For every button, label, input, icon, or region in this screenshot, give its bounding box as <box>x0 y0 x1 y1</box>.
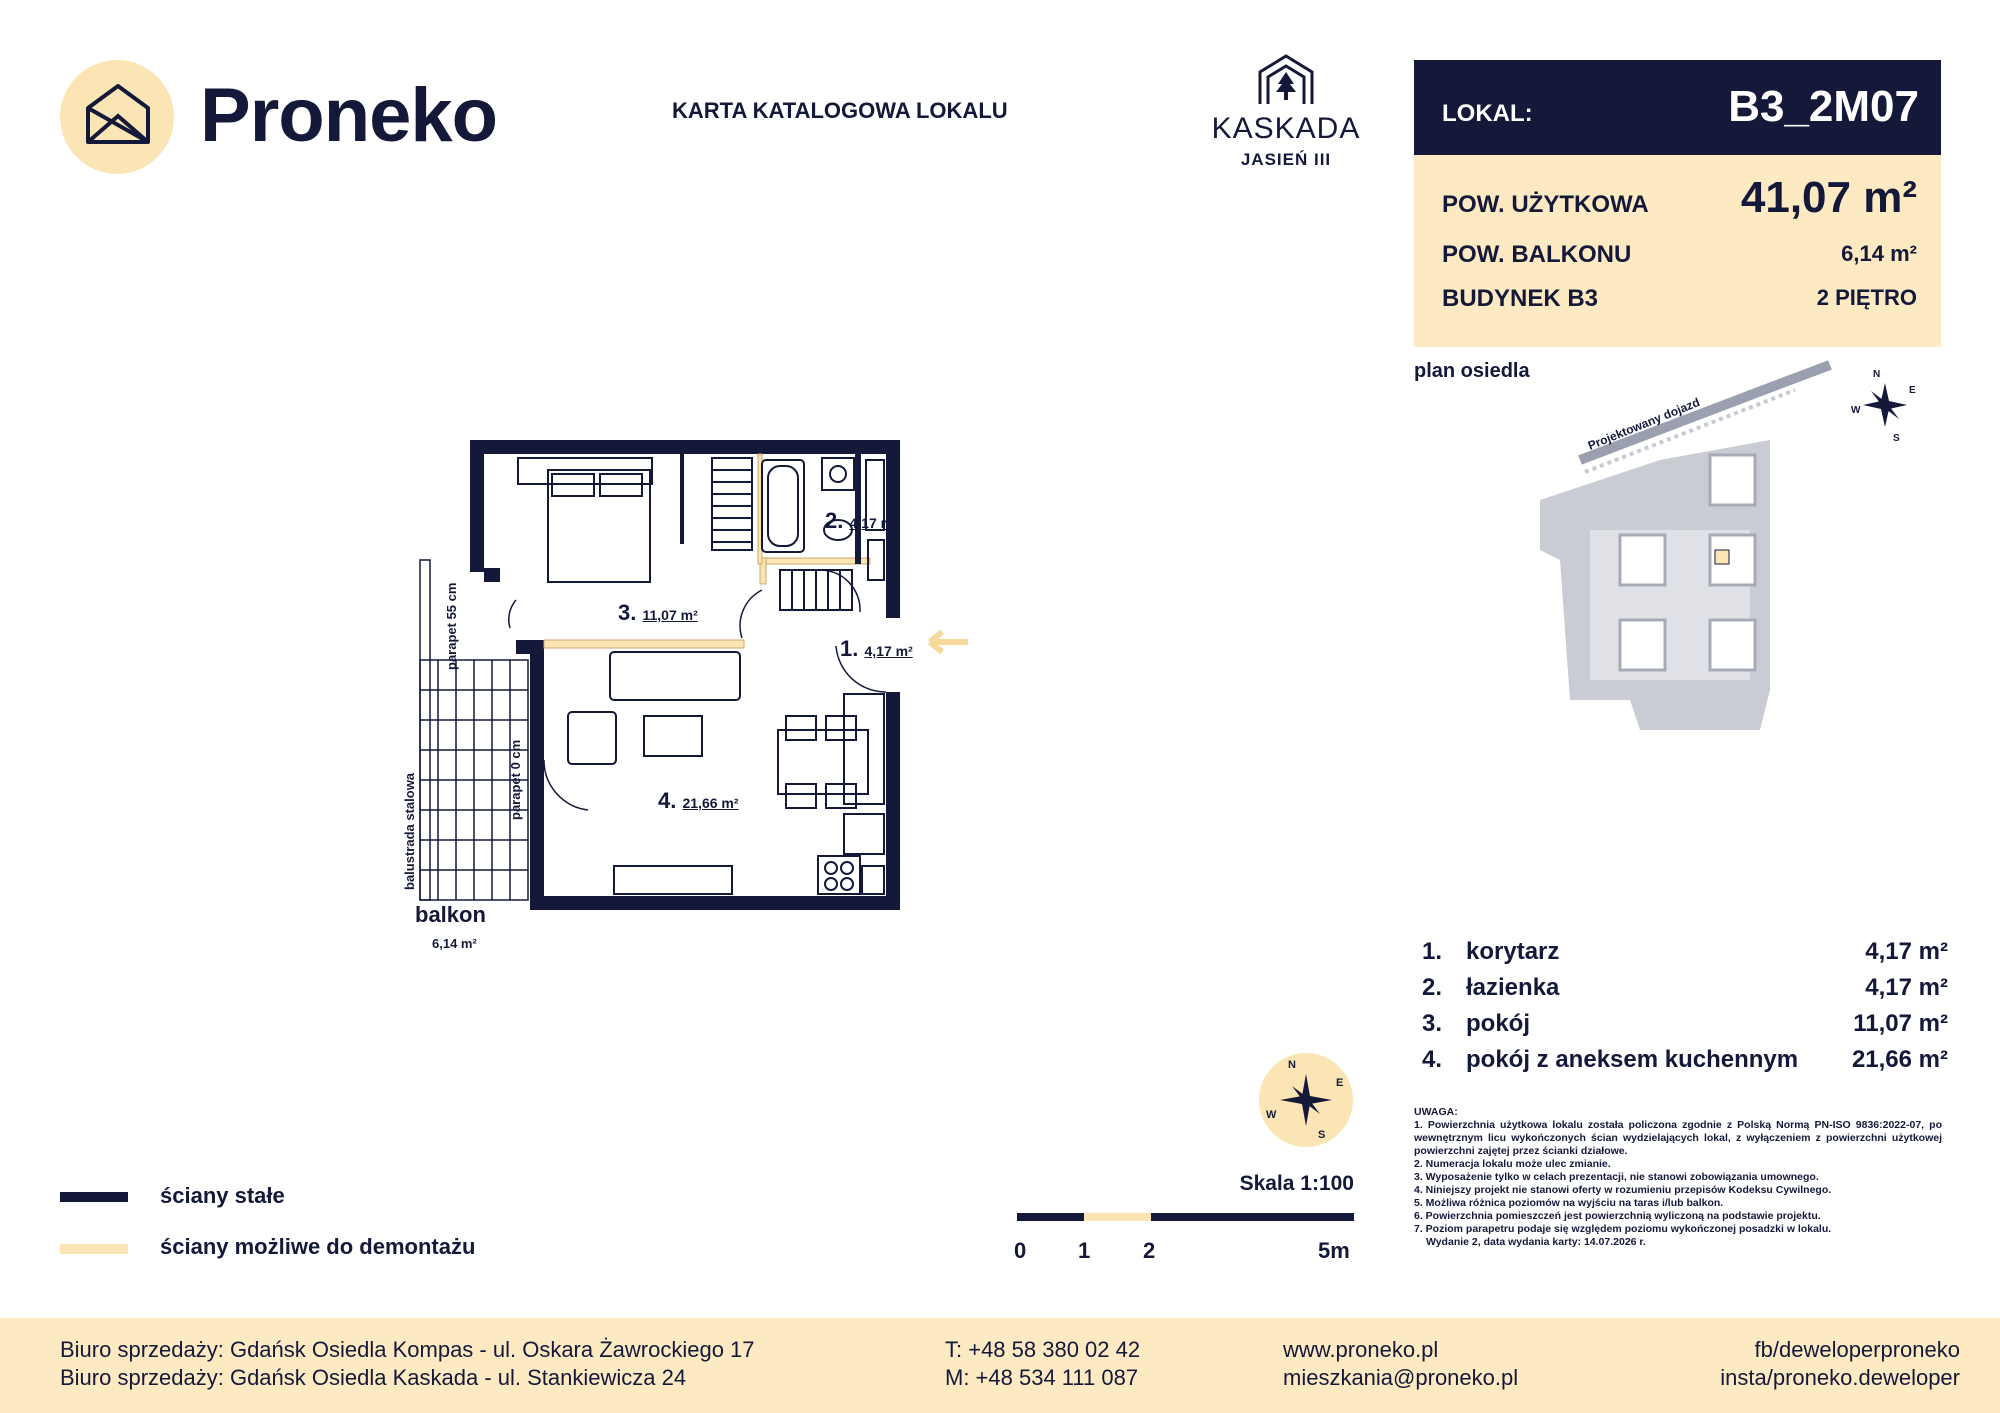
scale-tick: 1 <box>1078 1238 1091 1263</box>
compass-e: E <box>1909 385 1916 396</box>
note-item: 3. Wyposażenie tylko w celach prezentacji, nie stanowi zobowiązania umownego. <box>1414 1171 1819 1183</box>
room-1-label <box>840 636 913 662</box>
building-b4 <box>1620 620 1665 670</box>
unit-header <box>1414 60 1941 155</box>
scale-segment <box>1151 1213 1354 1221</box>
plan-compass-e: E <box>1336 1077 1344 1089</box>
removable-wall-swatch <box>60 1244 128 1254</box>
project-name: KASKADA <box>1211 112 1361 145</box>
bed <box>518 458 652 582</box>
balcony-label: balkon <box>415 902 486 927</box>
note-item: 7. Poziom parapetru podaje się względem poziomu wykończonej posadzki w lokalu. <box>1414 1223 1832 1235</box>
document-title: KARTA KATALOGOWA LOKALU <box>672 98 1008 123</box>
mobile: M: +48 534 111 087 <box>945 1365 1139 1390</box>
room-4-area: 21,66 m² <box>682 795 739 811</box>
note-item: 4. Niniejszy projekt nie stanowi oferty w rozumieniu przepisów Kodeksu Cywilnego. <box>1414 1184 1832 1196</box>
room-list-item: 3. pokój 11,07 m² <box>1422 1010 1948 1037</box>
living-furniture <box>568 652 868 894</box>
room-3-label <box>618 600 698 626</box>
room-1-area: 4,17 m² <box>864 643 913 659</box>
estate-plan-title: plan osiedla <box>1414 360 1530 382</box>
room-3-area: 11,07 m² <box>642 607 698 623</box>
notes <box>1414 1106 1942 1249</box>
room-list-item: 1. korytarz 4,17 m² <box>1422 938 1948 965</box>
unit-details <box>1414 155 1941 347</box>
building-label: BUDYNEK B3 <box>1442 285 1599 312</box>
note-item: 1. Powierzchnia użytkowa lokalu została policzona zgodnie z Polską Normą PN-ISO 9836:2022-07, po wewnętrznym licu wykończonych ścian wydzielających lokal, z wyłączeniem z powierzchni użytkowej powierzchni zajętej przez ścianki działowe. <box>1414 1119 1942 1157</box>
balcony-area-row <box>1442 241 1917 269</box>
entrance-arrow-icon <box>930 632 968 652</box>
building-b5 <box>1710 620 1755 670</box>
kaskada-logo-icon <box>1256 52 1316 106</box>
room-list-item: 4. pokój z aneksem kuchennym 21,66 m² <box>1422 1046 1948 1073</box>
solid-wall-swatch <box>60 1192 128 1202</box>
floor-value: 2 PIĘTRO <box>1816 285 1917 310</box>
railing-label: balustrada stalowa <box>402 772 417 890</box>
scale-segment <box>1084 1213 1151 1221</box>
rooms-list <box>1422 938 1948 1082</box>
scale-label: Skala 1:100 <box>1239 1172 1354 1195</box>
office-2: Biuro sprzedaży: Gdańsk Osiedla Kaskada - ul. Stankiewicza 24 <box>60 1365 687 1390</box>
scale-tick: 0 <box>1014 1238 1027 1263</box>
balcony-area <box>420 560 528 900</box>
project-subtitle: JASIEŃ III <box>1240 150 1332 169</box>
balcony-area-value: 6,14 m² <box>1841 241 1917 266</box>
usable-area-label: POW. UŻYTKOWA <box>1442 191 1649 218</box>
unit-label: LOKAL: <box>1442 100 1533 127</box>
solid-wall-label: ściany stałe <box>160 1183 285 1208</box>
plan-compass-n: N <box>1288 1059 1296 1071</box>
floorplan <box>400 430 1020 970</box>
unit-id: B3_2M07 <box>1728 82 1919 131</box>
plan-compass-w: W <box>1266 1109 1277 1121</box>
plan-compass-icon <box>1256 1050 1356 1150</box>
room-3-number: 3. <box>618 600 637 625</box>
note-item: 2. Numeracja lokalu może ulec zmianie. <box>1414 1158 1611 1170</box>
estate-plan-map <box>1530 360 1950 740</box>
instagram-link[interactable]: insta/proneko.deweloper <box>1720 1365 1960 1390</box>
note-item: 5. Możliwa różnica poziomów na wyjściu na taras i/lub balkon. <box>1414 1197 1724 1209</box>
note-item: 6. Powierzchnia pomieszczeń jest powierzchnią wyliczoną na podstawie projektu. <box>1414 1210 1821 1222</box>
website-link[interactable]: www.proneko.pl <box>1283 1337 1439 1362</box>
balcony-area-plan: 6,14 m² <box>432 936 477 951</box>
phone: T: +48 58 380 02 42 <box>945 1337 1141 1362</box>
balcony-area-label: POW. BALKONU <box>1442 241 1632 268</box>
building-row <box>1442 285 1917 313</box>
compass-icon <box>1851 369 1916 444</box>
building-b2 <box>1620 535 1665 585</box>
note-edition: Wydanie 2, data wydania karty: 14.07.2026 r. <box>1426 1236 1646 1248</box>
plan-compass-s: S <box>1318 1129 1326 1141</box>
removable-wall-label: ściany możliwe do demontażu <box>160 1234 476 1259</box>
parapet-0-label: parapet 0 cm <box>508 739 523 820</box>
compass-n: N <box>1873 369 1881 380</box>
brand-name: Proneko <box>200 73 498 158</box>
logo-badge <box>60 60 174 174</box>
room-2-area: 4,17 m² <box>849 515 898 531</box>
house-logo-icon <box>60 60 174 174</box>
room-1-number: 1. <box>840 636 859 661</box>
facebook-link[interactable]: fb/deweloperproneko <box>1754 1337 1960 1362</box>
email-link[interactable]: mieszkania@proneko.pl <box>1283 1365 1519 1390</box>
scale-segment <box>1017 1213 1084 1221</box>
scale-tick: 2 <box>1143 1238 1156 1263</box>
room-2-label <box>825 508 898 534</box>
office-1: Biuro sprzedaży: Gdańsk Osiedla Kompas - ul. Oskara Żawrockiego 17 <box>60 1337 755 1362</box>
room-list-item: 2. łazienka 4,17 m² <box>1422 974 1948 1001</box>
room-2-number: 2. <box>825 508 844 533</box>
building-b1 <box>1710 455 1755 505</box>
unit-highlight <box>1715 550 1729 564</box>
usable-area-row <box>1442 173 1917 222</box>
notes-title: UWAGA: <box>1414 1106 1458 1118</box>
wardrobe <box>712 458 752 550</box>
parapet-55-label: parapet 55 cm <box>444 582 459 670</box>
room-4-label <box>658 788 739 814</box>
compass-w: W <box>1851 405 1861 416</box>
road-label: Projektowany dojazd <box>1585 395 1702 453</box>
scale-tick: 5m <box>1318 1238 1350 1263</box>
compass-s: S <box>1893 433 1900 444</box>
usable-area-value: 41,07 m² <box>1740 173 1917 222</box>
footer <box>0 1318 2000 1413</box>
room-4-number: 4. <box>658 788 677 813</box>
